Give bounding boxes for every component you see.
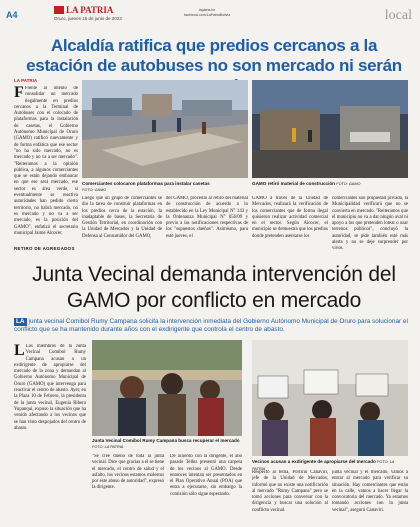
story1-caption-1: Comerciantes colocaron plataformas para instalar casetas FOTO: GAMO [82,181,210,192]
page-header [0,0,420,28]
story1-column-3: del GAMO, procedió al retiro del material de construcción de acuerdo a lo establecido en la Ley Municipal N° 143 y la Ordenanza Municipal N° 056/09 y previo a las notificaciones respectivas de los "supuestos dueños". Asimismo, para este jueves, el [166,196,248,239]
story2-headline: Junta Vecinal demanda intervención del GAMO por conflicto en mercado [32,263,396,312]
story1-photo-removal [252,80,408,178]
story1-subhead: RETIRO DE AGREGADOS [14,246,75,251]
story2-caption-2: Vecinos acusan a exdirigente de apropiarse del mercado FOTO: LA PATRIA [252,459,395,471]
flag-icon [54,6,64,14]
story1-column-2: Luego que un grupo de comerciantes se dio la tarea de construir plataformas en los predios cerca de la estación, la inadaptable de bases, la Secretaría de Gestión Territorial, en coordinación con la Unidad de Mercados y la Unidad de Defensa al Consumidor del GAMO, [82,196,162,239]
page-number: A4 [6,10,18,20]
story2-column-2: "Se cree dueño de toda la junta vecinal. Dice que gracias a él se tiene el mercado, el centro de salud y el asfalto, los vecinos estamos molestos por este abuso de autoridad", expresó la dirigente. [92,454,164,491]
dateline: Oruro, jueves 15 de junio de 2023 [54,16,122,21]
drop-cap: F [14,86,24,101]
story2-column-1: L Los miembros de la Junta Vecinal Comibol Rumy Campana acusan a un exdirigente de apropiarse del mercado de la zona y demandan al Gobierno Autónomo Municipal de Oruro (GAMO) que intervenga para reactivar el centro de abasto. Ayer, en la Plaza 10 de Febrero, la presidenta de la junta vecinal, Eugenia Ribera Yupanqui, expuso la situación que ha venido afectando a los vecinos que se han visto despojados del centro de abasto. [14,344,86,431]
lead-marker: LA [16,318,25,325]
story1-photo-platforms [82,80,248,178]
story2-photo-vecinos [252,340,408,456]
story1-author: LA PATRIA [14,78,38,83]
story2-lead: LA junta vecinal Comibol Rumy Campana solicita la intervención inmediata del Gobierno Autónomo Municipal de Oruro para solucionar el conflicto que se ha mantenido durante años con el exdirigente que controla el centro de abasto. [14,318,408,333]
story1-column-4: GAMO a través de la Unidad de Mercados, realizará la verificación de los comerciantes que de forma ilegal quisieron realizar actividad comercial en el sector. Según Alcocer, el municipio se demuestra que los predios donde pretenden asentarse los [252,196,328,239]
newspaper-logo: LA PATRIA [54,5,113,15]
section-label: local [384,8,412,23]
story2-photo-junta [92,340,242,436]
story2-column-5: junta vecinal y el mercado, vamos a entrar al mercado para verificar su situación. Hay comerciantes que están en la calle, vamos a hacer llegar la convocatoria del mercado. Ya estamos tomando acciones con la junta vecinal", aseguró Canaviri. [332,470,408,513]
story2-column-4: Respecto al tema, Porfirio Canaviri, jefe de la Unidad de Mercados, informó que no existe una notificación al mercado "Rumy Campana" pero se tomó acciones para conversar con la dirigencia y buscar una solución al conflicto vecinal. [252,470,328,513]
story1-caption-2: GAMO retiró material de construcción FOTO: GAMO [252,181,361,186]
story1-headline: Alcaldía ratifica que predios cercanos a la estación de autobuses no son mercado ni serán [26,36,402,75]
story2-caption-1: Junta Vecinal Comibol Rumy Campana busca recuperar el mercado FOTO: LA PATRIA [92,438,240,449]
story1-column-1: F Frente al intento de consolidar un mercado ilegalmente en predios cercanos a la Terminal de Autobuses con el colocado de plataformas para la instalación de casetas, el Gobierno Autónomo Municipal de Oruro (GAMO) ratificó nuevamente y de forma enfática que ese sector "no ha sido mercado, no es mercado y no va a ser mercado". "Reiteramos a la opinión pública, a algunos comerciantes que se están dejando embaucar en que ese será mercado, ese sector es área verde, si eventualmente se reactiva autoridades han pedido cierto territorio, no habrá mercado, no es mercado y no va a ser mercado, es la posición del GAMO", enfatizó el secretario municipal Jaime Alcocer. [14,86,78,236]
social-links: lapatria.bo facebook.com/LaPatriaBolivia [184,8,231,17]
story1-column-5: comerciantes son propiedad privada, la Municipalidad verificará que no se convierta en mercado. "Reiteramos que el municipio no va a dar ningún aval ni apoyo a los que pretenden lotear o usar terrenos públicos", concluyó la autoridad, se pide también esté más alerta y no se deje sorprender por vivos. [332,196,408,252]
drop-cap: L [14,344,25,359]
story2-column-3: De acuerdo con la dirigente, el año pasado Tellez presentó una carpeta de los vecinos al GAMO. Desde entonces intentan ser presentados en el Plan Operativo Anual (POA) que entra a ejecutarse, sin embargo la comisión sólo sigue esperando. [170,454,242,497]
